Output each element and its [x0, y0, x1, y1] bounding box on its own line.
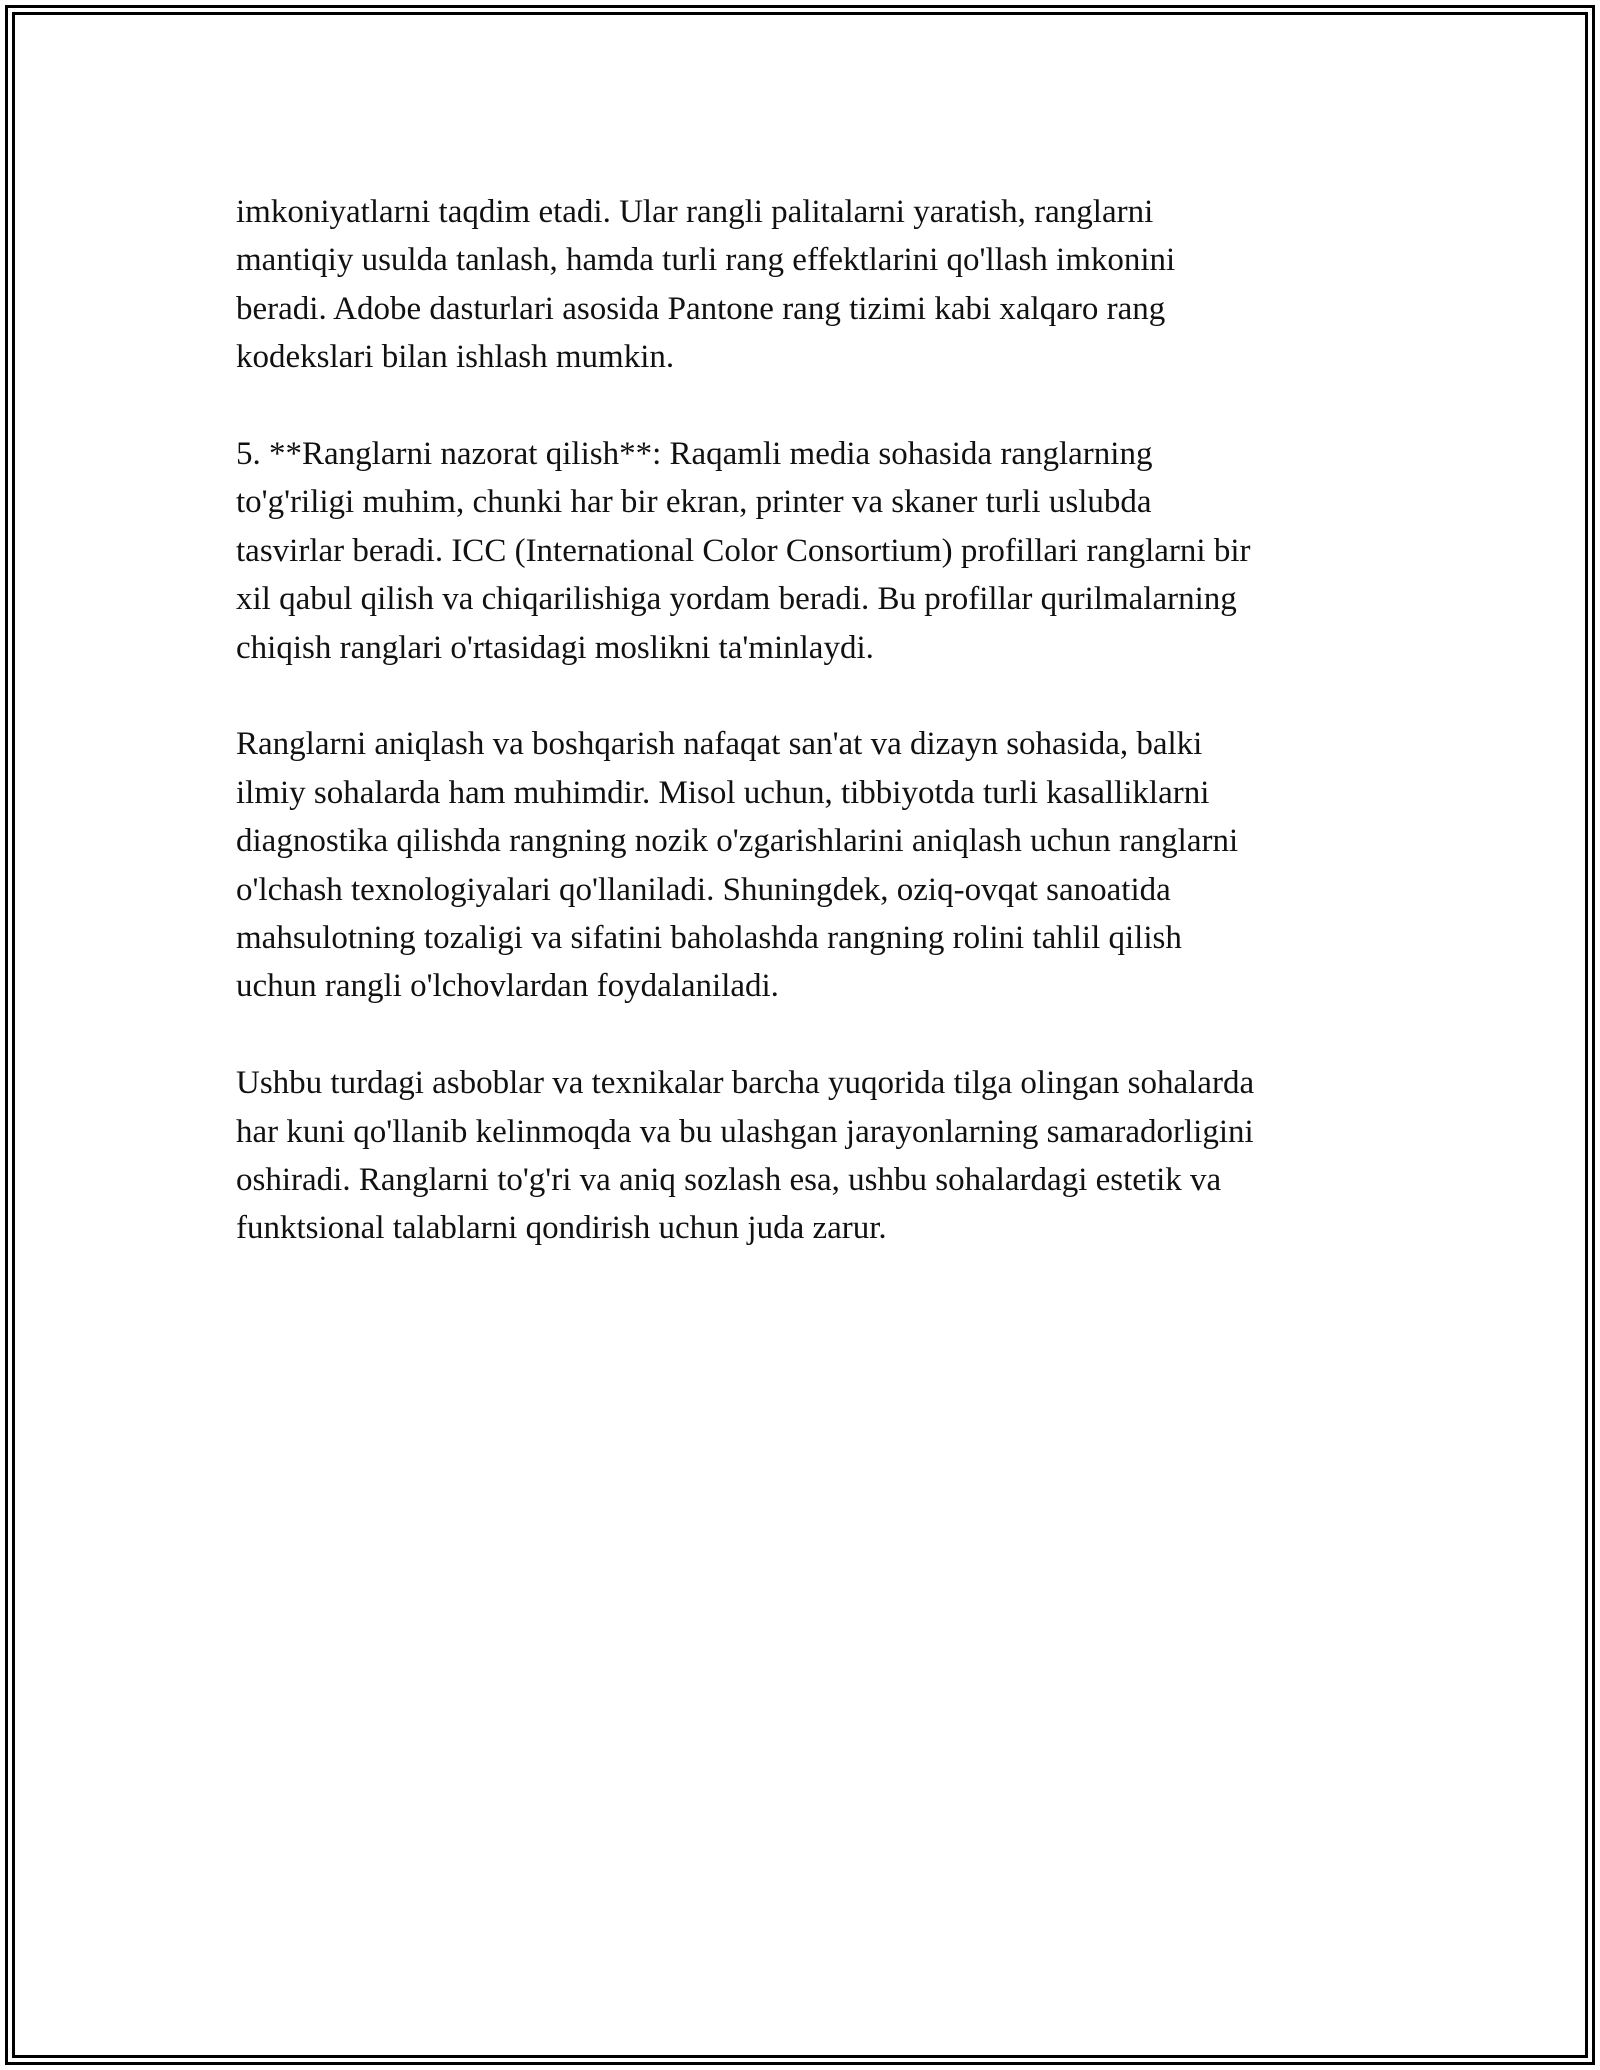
- text-line: 5. **Ranglarni nazorat qilish**: Raqamli media sohasida ranglarning: [236, 436, 1153, 473]
- text-line: xil qabul qilish va chiqarilishiga yordam beradi. Bu profillar qurilmalarning: [236, 581, 1237, 618]
- text-line: Ranglarni aniqlash va boshqarish nafaqat san'at va dizayn sohasida, balki: [236, 726, 1203, 763]
- text-line: har kuni qo'llanib kelinmoqda va bu ulashgan jarayonlarning samaradorligini: [236, 1113, 1254, 1150]
- paragraph-conclusion: [236, 1059, 1386, 1253]
- text-line: imkoniyatlarni taqdim etadi. Ular rangli palitalarni yaratish, ranglarni: [236, 194, 1154, 230]
- text-line: chiqish ranglari o'rtasidagi moslikni ta'minlaydi.: [236, 629, 874, 666]
- paragraph-color-control: [236, 430, 1386, 672]
- text-line: beradi. Adobe dasturlari asosida Pantone rang tizimi kabi xalqaro rang: [236, 290, 1166, 327]
- text-line: uchun rangli o'lchovlardan foydalaniladi.: [236, 968, 779, 1005]
- text-line: kodekslari bilan ishlash mumkin.: [236, 339, 675, 376]
- text-line: ilmiy sohalarda ham muhimdir. Misol uchun, tibbiyotda turli kasalliklarni: [236, 774, 1210, 811]
- text-line: funktsional talablarni qondirish uchun juda zarur.: [236, 1210, 887, 1247]
- paragraph-scientific-fields: [236, 720, 1386, 1010]
- text-line: Ushbu turdagi asboblar va texnikalar barcha yuqorida tilga olingan sohalarda: [236, 1065, 1255, 1102]
- paragraph-intro-continuation: [236, 188, 1386, 382]
- text-line: mahsulotning tozaligi va sifatini baholashda rangning rolini tahlil qilish: [236, 920, 1182, 957]
- text-line: oshiradi. Ranglarni to'g'ri va aniq sozlash esa, ushbu sohalardagi estetik va: [236, 1162, 1222, 1199]
- text-line: mantiqiy usulda tanlash, hamda turli rang effektlarini qo'llash imkonini: [236, 242, 1176, 279]
- text-line: diagnostika qilishda rangning nozik o'zgarishlarini aniqlash uchun ranglarni: [236, 823, 1239, 860]
- text-line: to'g'riligi muhim, chunki har bir ekran, printer va skaner turli uslubda: [236, 484, 1152, 521]
- text-line: tasvirlar beradi. ICC (International Color Consortium) profillari ranglarni bir: [236, 532, 1251, 569]
- document-body: [236, 188, 1386, 1301]
- text-line: o'lchash texnologiyalari qo'llaniladi. Shuningdek, oziq-ovqat sanoatida: [236, 871, 1171, 908]
